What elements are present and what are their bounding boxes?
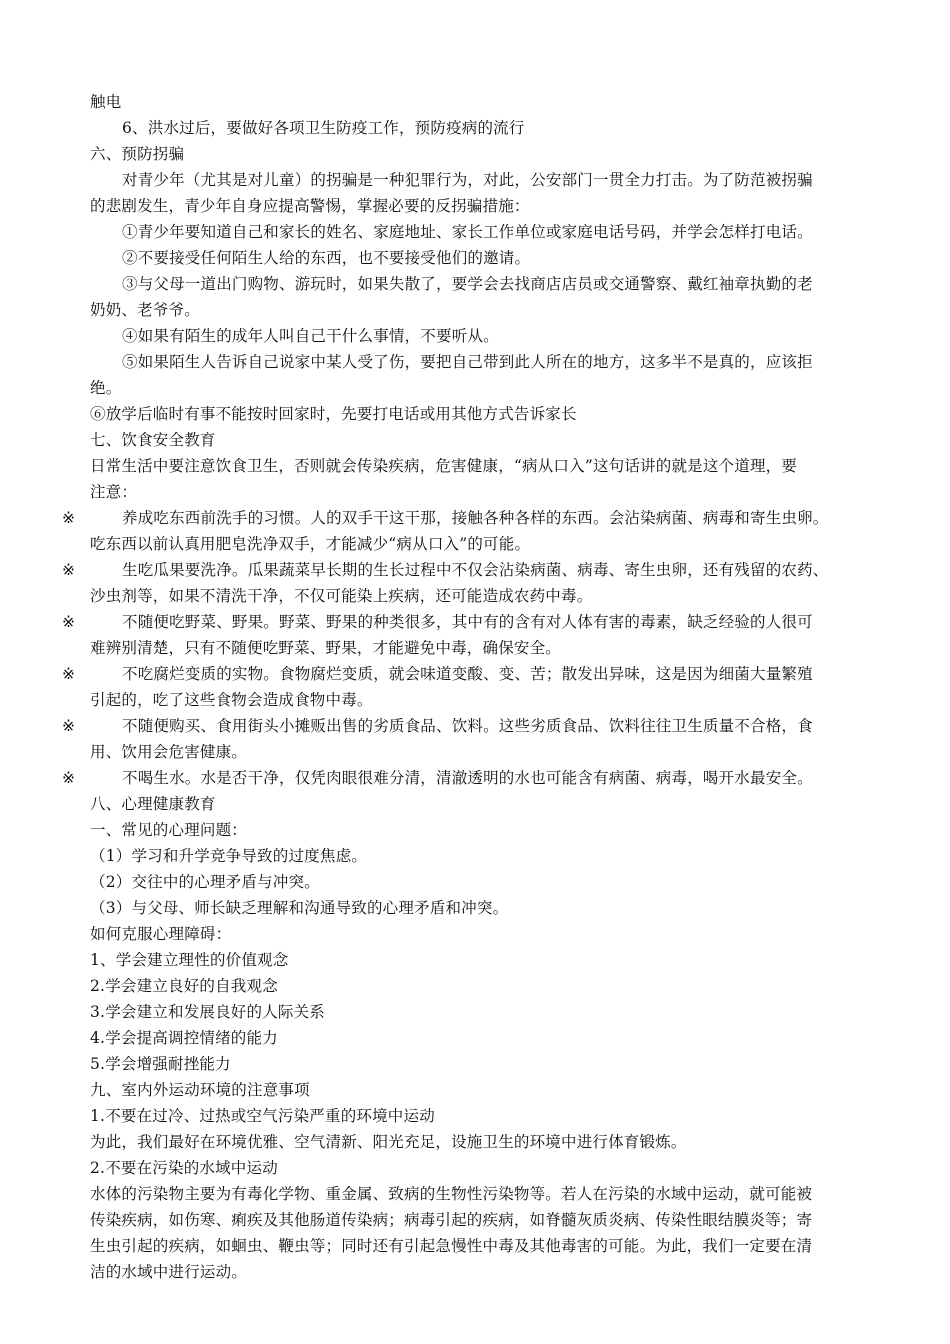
text-line: 生吃瓜果要洗净。瓜果蔬菜早长期的生长过程中不仅会沾染病菌、病毒、寄生虫卵，还有残留的农药、 — [122, 561, 829, 579]
text-line: （2）交往中的心理矛盾与冲突。 — [90, 873, 320, 891]
text-line: 注意： — [90, 483, 138, 501]
section-heading: 八、心理健康教育 — [90, 795, 216, 813]
text-line: 2.不要在污染的水域中运动 — [90, 1159, 278, 1177]
text-line: 6、洪水过后，要做好各项卫生防疫工作，预防疫病的流行 — [122, 119, 525, 137]
text-line: （1）学习和升学竞争导致的过度焦虑。 — [90, 847, 367, 865]
text-line: 5.学会增强耐挫能力 — [90, 1055, 231, 1073]
text-line: 绝。 — [90, 379, 122, 397]
text-line: 3.学会建立和发展良好的人际关系 — [90, 1003, 325, 1021]
text-line: 奶奶、老爷爷。 — [90, 301, 200, 319]
text-line: 触电 — [90, 93, 122, 111]
text-line: 难辨别清楚，只有不随便吃野菜、野果，才能避免中毒，确保安全。 — [90, 639, 562, 657]
text-line: 水体的污染物主要为有毒化学物、重金属、致病的生物性污染物等。若人在污染的水域中运动，就可能被 — [90, 1185, 813, 1203]
section-heading: 七、饮食安全教育 — [90, 431, 216, 449]
text-line: 4.学会提高调控情绪的能力 — [90, 1029, 278, 1047]
text-line: 2.学会建立良好的自我观念 — [90, 977, 278, 995]
text-line: 1、学会建立理性的价值观念 — [90, 951, 289, 969]
text-line: 日常生活中要注意饮食卫生，否则就会传染疾病，危害健康，“病从口入”这句话讲的就是这个道理，要 — [90, 457, 798, 475]
text-line: ⑥放学后临时有事不能按时回家时，先要打电话或用其他方式告诉家长 — [90, 405, 577, 423]
text-line: 不吃腐烂变质的实物。食物腐烂变质，就会味道变酸、变、苦；散发出异味，这是因为细菌大量繁殖 — [122, 665, 813, 683]
text-line: 洁的水域中进行运动。 — [90, 1263, 248, 1281]
text-line: 为此，我们最好在环境优雅、空气清新、阳光充足，设施卫生的环境中进行体育锻炼。 — [90, 1133, 687, 1151]
text-line: 不随便购买、食用街头小摊贩出售的劣质食品、饮料。这些劣质食品、饮料往往卫生质量不合格，食 — [122, 717, 813, 735]
text-line: （3）与父母、师长缺乏理解和沟通导致的心理矛盾和冲突。 — [90, 899, 509, 917]
bullet-marker: ※ — [62, 509, 75, 527]
text-line: ①青少年要知道自己和家长的姓名、家庭地址、家长工作单位或家庭电话号码，并学会怎样打电话。 — [122, 223, 813, 241]
text-line: 对青少年（尤其是对儿童）的拐骗是一种犯罪行为，对此，公安部门一贯全力打击。为了防范被拐骗 — [122, 171, 813, 189]
text-line: 沙虫剂等，如果不清洗干净，不仅可能染上疾病，还可能造成农药中毒。 — [90, 587, 593, 605]
text-line: ⑤如果陌生人告诉自己说家中某人受了伤，要把自己带到此人所在的地方，这多半不是真的，应该拒 — [122, 353, 813, 371]
text-line: 的悲剧发生，青少年自身应提高警惕，掌握必要的反拐骗措施： — [90, 197, 530, 215]
text-line: 不喝生水。水是否干净，仅凭肉眼很难分清，清澈透明的水也可能含有病菌、病毒，喝开水最安全。 — [122, 769, 813, 787]
text-line: ④如果有陌生的成年人叫自己干什么事情，不要听从。 — [122, 327, 499, 345]
text-line: ②不要接受任何陌生人给的东西，也不要接受他们的邀请。 — [122, 249, 531, 267]
text-line: 一、常见的心理问题： — [90, 821, 248, 839]
bullet-marker: ※ — [62, 769, 75, 787]
text-line: 1.不要在过冷、过热或空气污染严重的环境中运动 — [90, 1107, 435, 1125]
section-heading: 六、预防拐骗 — [90, 145, 185, 163]
text-line: 传染疾病，如伤寒、痢疾及其他肠道传染病；病毒引起的疾病，如脊髓灰质炎病、传染性眼结膜炎等；寄 — [90, 1211, 813, 1229]
bullet-marker: ※ — [62, 717, 75, 735]
bullet-marker: ※ — [62, 613, 75, 631]
bullet-marker: ※ — [62, 665, 75, 683]
text-line: ③与父母一道出门购物、游玩时，如果失散了，要学会去找商店店员或交通警察、戴红袖章执勤的老 — [122, 275, 813, 293]
section-heading: 九、室内外运动环境的注意事项 — [90, 1081, 310, 1099]
bullet-marker: ※ — [62, 561, 75, 579]
text-line: 生虫引起的疾病，如蛔虫、鞭虫等；同时还有引起急慢性中毒及其他毒害的可能。为此，我们一定要在清 — [90, 1237, 813, 1255]
text-line: 如何克服心理障碍： — [90, 925, 232, 943]
text-line: 不随便吃野菜、野果。野菜、野果的种类很多，其中有的含有对人体有害的毒素，缺乏经验的人很可 — [122, 613, 813, 631]
text-line: 养成吃东西前洗手的习惯。人的双手干这干那，接触各种各样的东西。会沾染病菌、病毒和寄生虫卵。 — [122, 509, 829, 527]
text-line: 引起的，吃了这些食物会造成食物中毒。 — [90, 691, 373, 709]
text-line: 吃东西以前认真用肥皂洗净双手，才能减少“病从口入”的可能。 — [90, 535, 531, 553]
text-line: 用、饮用会危害健康。 — [90, 743, 248, 761]
